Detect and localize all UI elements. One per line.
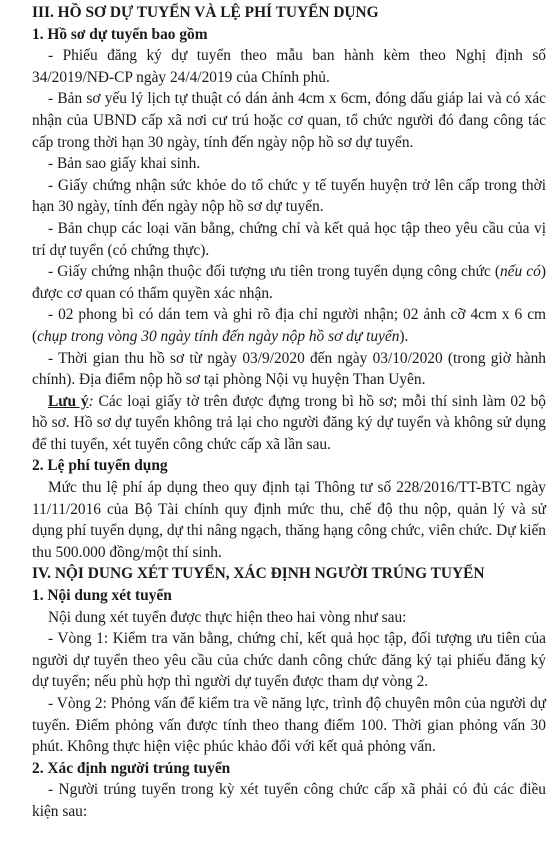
priority-text-a: - Giấy chứng nhận thuộc đối tượng ưu tiên trong tuyển dụng công chức (: [48, 263, 500, 281]
section-4-heading: IV. NỘI DUNG XÉT TUYỂN, XÁC ĐỊNH NGƯỜI TRÚNG TUYỂN: [32, 565, 485, 583]
paragraph-rounds-intro: Nội dung xét tuyển được thực hiện theo hai vòng như sau:: [48, 608, 407, 626]
note-label: Lưu ý: [48, 392, 89, 410]
note-colon: :: [88, 392, 94, 410]
paragraph-envelopes-photos: [32, 304, 546, 347]
paragraph-diplomas: - Bản chụp các loại văn bằng, chứng chỉ và kết quả học tập theo yêu cầu của vị trí dự tuyển (có chứng thực).: [32, 219, 546, 259]
priority-text-b: ) được cơ quan có thẩm quyền xác nhận.: [32, 263, 546, 302]
subsection-4-2-heading: 2. Xác định người trúng tuyển: [32, 759, 231, 777]
paragraph-priority-certificate: [32, 261, 546, 304]
paragraph-health-certificate: - Giấy chứng nhận sức khỏe do tổ chức y tế tuyến huyện trở lên cấp trong thời hạn 30 ngày, tính đến ngày nộp hồ sơ dự tuyển.: [32, 176, 546, 216]
paragraph-registration-form: - Phiếu đăng ký dự tuyển theo mẫu ban hành kèm theo Nghị định số 34/2019/NĐ-CP ngày 24/4/2019 của Chính phủ.: [32, 47, 546, 86]
priority-text-italic: nếu có: [499, 263, 541, 281]
note-text: Các loại giấy tờ trên được đựng trong bì hồ sơ; mỗi thí sinh làm 02 bộ hồ sơ. Hồ sơ dự tuyển không trả lại cho người đăng ký dự tuyển và không sử dụng để thi tuyển, xét tuyển công chức cấp xã lần sau.: [32, 392, 547, 453]
section-3-heading: III. HỒ SƠ DỰ TUYỂN VÀ LỆ PHÍ TUYỂN DỤNG: [32, 4, 379, 21]
paragraph-note: [32, 391, 546, 456]
paragraph-resume: - Bản sơ yếu lý lịch tự thuật có dán ảnh 4cm x 6cm, đóng dấu giáp lai và có xác nhận của UBND cấp xã nơi cư trú hoặc cơ quan, tổ chức người đó đang công tác cấp trong thời hạn 30 ngày, tính đến ngày nộp hồ sơ dự tuyển.: [32, 90, 546, 151]
paragraph-round-2: - Vòng 2: Phỏng vấn để kiểm tra về năng lực, trình độ chuyên môn của người dự tuyển. Điểm phỏng vấn được tính theo thang điểm 100. Thời gian phỏng vấn 30 phút. Không thực hiện việc phúc khảo đối với kết quả phỏng vấn.: [32, 695, 546, 756]
subsection-3-1-heading: 1. Hồ sơ dự tuyển bao gồm: [32, 25, 208, 43]
subsection-3-2-heading: 2. Lệ phí tuyển dụng: [32, 457, 168, 475]
envelopes-text-b: ).: [399, 327, 409, 345]
paragraph-fee: Mức thu lệ phí áp dụng theo quy định tại Thông tư số 228/2016/TT-BTC ngày 11/11/2016 của Bộ Tài chính quy định mức thu, chế độ thu nộp, quản lý và sử dụng phí tuyển dụng, dự thi nâng ngạch, thăng hạng công chức, viên chức. Dự kiến thu 500.000 đồng/một thí sinh.: [32, 479, 546, 561]
paragraph-round-1: - Vòng 1: Kiểm tra văn bằng, chứng chỉ, kết quả học tập, đối tượng ưu tiên của người dự tuyển theo yêu cầu của chức danh công chức đăng ký tại phiếu đăng ký dự tuyển; nếu phù hợp thì người dự tuyển được tham dự vòng 2.: [32, 630, 546, 691]
subsection-4-1-heading: 1. Nội dung xét tuyển: [32, 587, 172, 605]
envelopes-text-italic: chụp trong vòng 30 ngày tính đến ngày nộp hồ sơ dự tuyển: [37, 327, 400, 345]
envelopes-text-a: - 02 phong bì có dán tem và ghi rõ địa chỉ người nhận; 02 ảnh cỡ 4cm x 6 cm (: [32, 306, 546, 345]
paragraph-birth-certificate: - Bản sao giấy khai sinh.: [48, 155, 201, 173]
paragraph-submission-time: - Thời gian thu hồ sơ từ ngày 03/9/2020 đến ngày 03/10/2020 (trong giờ hành chính). Địa điểm nộp hồ sơ tại phòng Nội vụ huyện Than Uyên.: [32, 349, 546, 389]
paragraph-successful-candidate: - Người trúng tuyển trong kỳ xét tuyển công chức cấp xã phải có đủ các điều kiện sau:: [32, 781, 546, 820]
